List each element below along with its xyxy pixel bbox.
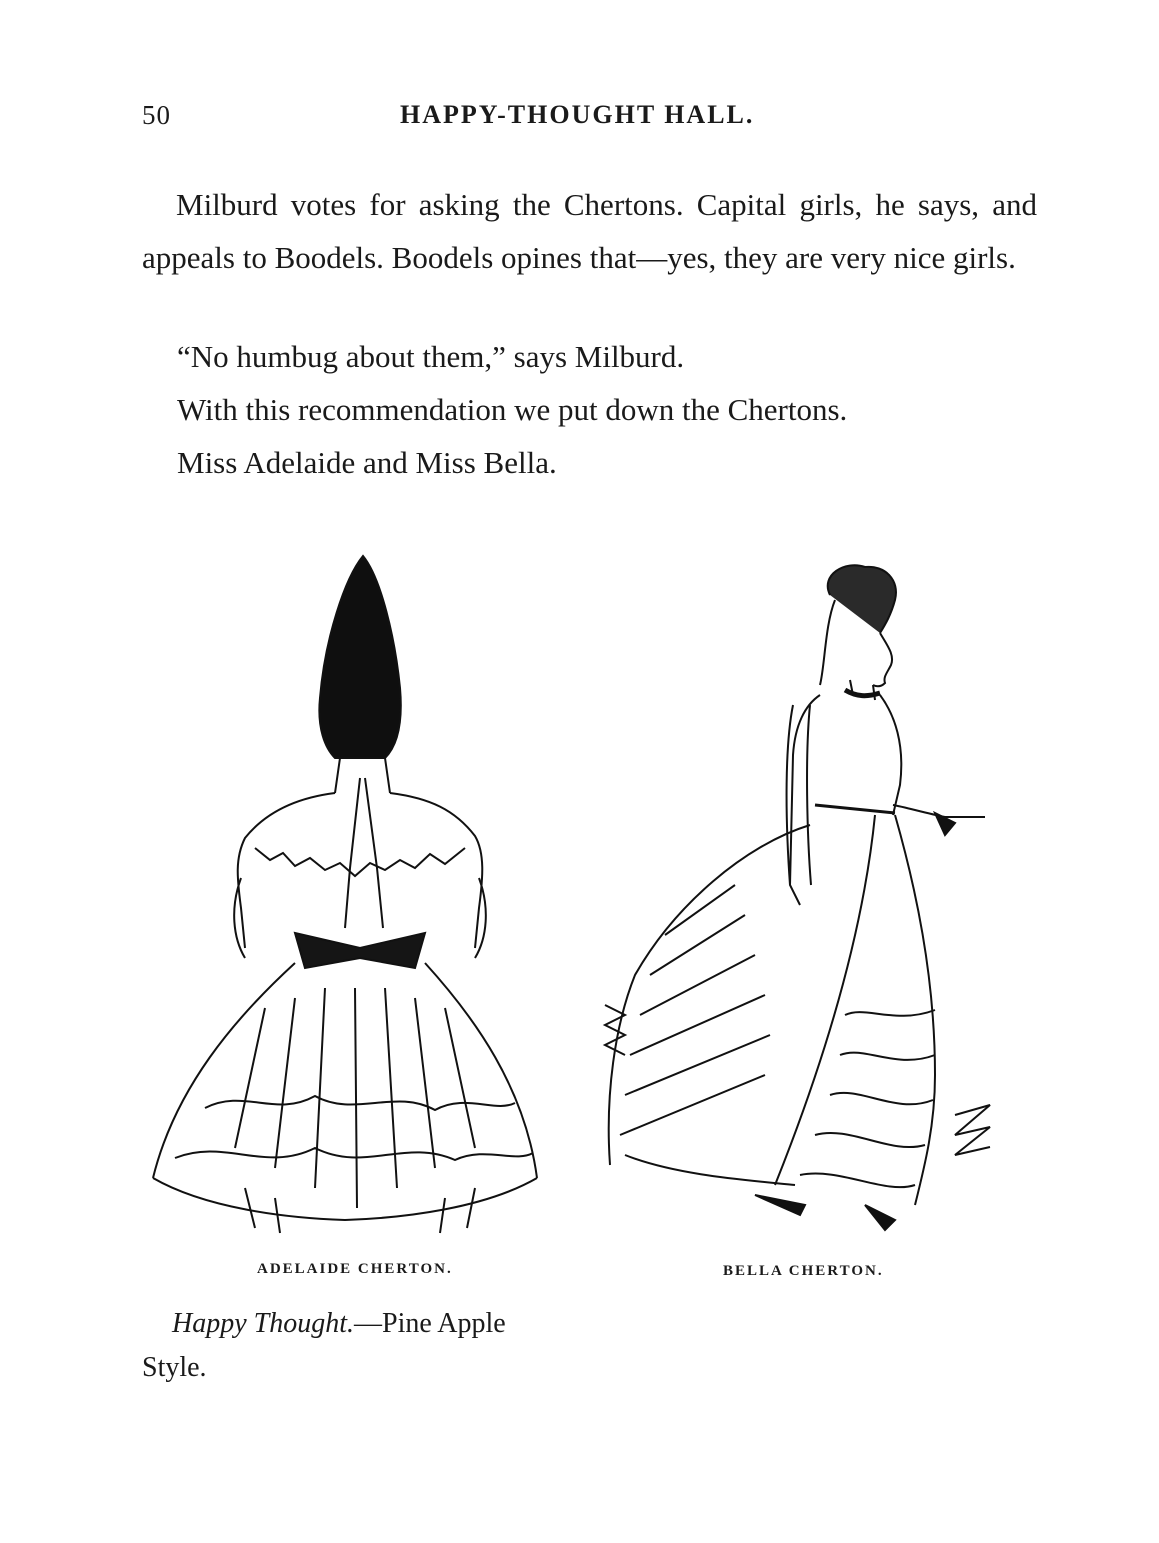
line-no-humbug: “No humbug about them,” says Milburd. bbox=[177, 339, 685, 374]
running-title: HAPPY-THOUGHT HALL. bbox=[400, 100, 755, 129]
happy-thought-label: Happy Thought. bbox=[172, 1308, 354, 1339]
line-recommendation: With this recommendation we put down the Chertons. bbox=[177, 392, 848, 427]
caption-bella: BELLA CHERTON. bbox=[723, 1263, 884, 1279]
illustration-bella-cherton bbox=[595, 555, 1025, 1245]
illustration-adelaide-cherton bbox=[145, 548, 545, 1238]
happy-thought-text: —Pine Apple Style. bbox=[142, 1308, 506, 1383]
line-miss-adelaide: Miss Adelaide and Miss Bella. bbox=[177, 445, 557, 480]
paragraph-milburd: Milburd votes for asking the Chertons. Capital girls, he says, and appeals to Boodels. Boodels opines that—yes, they are very nice girls. bbox=[142, 187, 1037, 275]
happy-thought-note bbox=[142, 1302, 552, 1390]
caption-adelaide: ADELAIDE CHERTON. bbox=[257, 1261, 453, 1277]
page-number: 50 bbox=[142, 100, 171, 130]
